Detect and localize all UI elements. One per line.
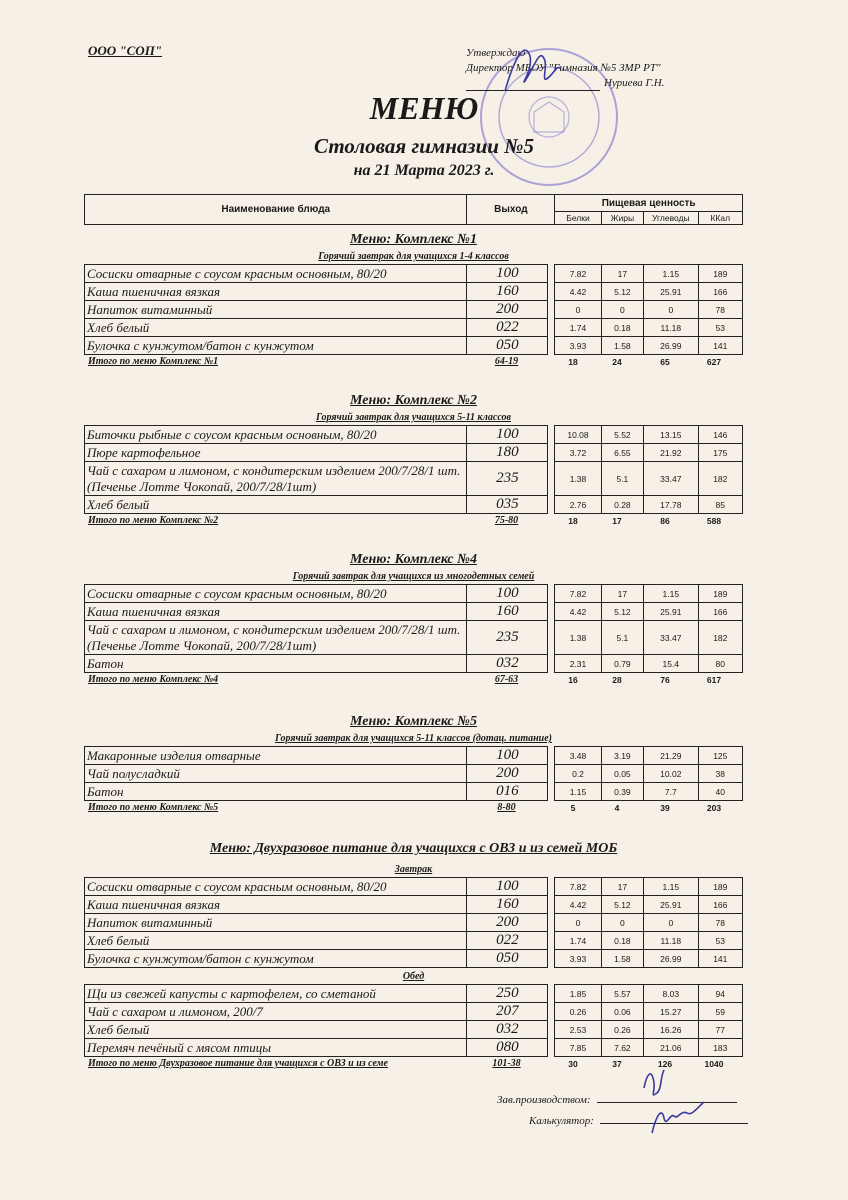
- total-name: Итого по меню Комплекс №2: [88, 515, 219, 526]
- dish-protein: 1.38: [555, 462, 601, 496]
- calculator-label: Калькулятор:: [529, 1115, 594, 1127]
- dish-carbs: 15.27: [644, 1003, 698, 1021]
- dish-fat: 0.28: [601, 496, 643, 514]
- total-carbs: 76: [660, 674, 670, 685]
- dish-name: Чай с сахаром и лимоном, с кондитерским изделием 200/7/28/1 шт. (Печенье Лотте Чокопай, 200/7/28/1шт): [85, 462, 467, 496]
- column-gap: [548, 765, 555, 783]
- header-kcal: ККал: [698, 212, 742, 225]
- total-row: [84, 355, 743, 368]
- lunch-title: Обед: [402, 971, 425, 982]
- dish-yield: 022: [467, 932, 548, 950]
- menu-section: [84, 232, 743, 368]
- dish-protein: 1.85: [555, 985, 601, 1003]
- total-row: [84, 514, 743, 527]
- dish-row: [85, 655, 743, 673]
- dish-name: Хлеб белый: [85, 932, 467, 950]
- total-yield: 101-38: [492, 1058, 521, 1069]
- column-gap: [548, 1021, 555, 1039]
- menu-section: [84, 552, 743, 686]
- dish-protein: 7.85: [555, 1039, 601, 1057]
- total-yield: 67-63: [494, 674, 519, 685]
- handwritten-signature-icon: [632, 1058, 722, 1148]
- dish-protein: 1.74: [555, 932, 601, 950]
- total-protein: 18: [568, 515, 578, 526]
- dish-yield: 032: [467, 1021, 548, 1039]
- dish-fat: 5.1: [601, 621, 643, 655]
- dish-carbs: 26.99: [644, 950, 698, 968]
- dish-name: Биточки рыбные с соусом красным основным, 80/20: [85, 426, 467, 444]
- dish-yield: 022: [467, 319, 548, 337]
- dish-kcal: 166: [698, 603, 742, 621]
- dish-protein: 7.82: [555, 878, 601, 896]
- dish-row: [85, 462, 743, 496]
- dish-carbs: 11.18: [644, 932, 698, 950]
- dish-carbs: 11.18: [644, 319, 698, 337]
- dish-kcal: 182: [698, 462, 742, 496]
- dish-carbs: 1.15: [644, 265, 698, 283]
- dish-carbs: 15.4: [644, 655, 698, 673]
- dish-name: Чай с сахаром и лимоном, с кондитерским изделием 200/7/28/1 шт. (Печенье Лотте Чокопай, 200/7/28/1шт): [85, 621, 467, 655]
- dish-fat: 5.57: [601, 985, 643, 1003]
- dish-yield: 250: [467, 985, 548, 1003]
- dish-fat: 0.06: [601, 1003, 643, 1021]
- column-gap: [548, 283, 555, 301]
- dish-fat: 1.58: [601, 950, 643, 968]
- dish-row: [85, 783, 743, 801]
- dishes-table: [84, 584, 743, 673]
- total-name: Итого по меню Комплекс №4: [88, 674, 219, 685]
- column-gap: [548, 621, 555, 655]
- total-carbs: 126: [657, 1058, 673, 1069]
- dish-yield: 235: [467, 462, 548, 496]
- dish-fat: 0: [601, 301, 643, 319]
- dish-name: Каша пшеничная вязкая: [85, 896, 467, 914]
- column-gap: [548, 896, 555, 914]
- dishes-table: [84, 877, 743, 968]
- total-name: Итого по меню Комплекс №5: [88, 802, 219, 813]
- column-gap: [548, 585, 555, 603]
- section-title: Меню: Комплекс №1: [350, 232, 477, 247]
- column-gap: [548, 747, 555, 765]
- dish-name: Хлеб белый: [85, 319, 467, 337]
- dish-kcal: 175: [698, 444, 742, 462]
- dish-name: Батон: [85, 783, 467, 801]
- total-protein: 5: [570, 802, 576, 813]
- dish-fat: 3.19: [601, 747, 643, 765]
- section-title: Меню: Двухразовое питание для учащихся с ОВЗ и из семей МОБ: [209, 841, 618, 856]
- dish-protein: 2.76: [555, 496, 601, 514]
- column-gap: [548, 878, 555, 896]
- total-yield: 75-80: [494, 515, 519, 526]
- dish-yield: 080: [467, 1039, 548, 1057]
- dish-row: [85, 621, 743, 655]
- total-protein: 16: [568, 674, 578, 685]
- dish-kcal: 40: [698, 783, 742, 801]
- menu-section: [84, 393, 743, 527]
- dish-fat: 0.79: [601, 655, 643, 673]
- dish-row: [85, 1003, 743, 1021]
- dish-name: Сосиски отварные с соусом красным основным, 80/20: [85, 585, 467, 603]
- dish-yield: 035: [467, 496, 548, 514]
- dish-carbs: 21.29: [644, 747, 698, 765]
- dish-carbs: 33.47: [644, 621, 698, 655]
- dish-yield: 100: [467, 265, 548, 283]
- total-fat: 28: [612, 674, 622, 685]
- header-fat: Жиры: [601, 212, 643, 225]
- dish-yield: 200: [467, 914, 548, 932]
- dish-protein: 1.38: [555, 621, 601, 655]
- column-gap: [548, 337, 555, 355]
- dish-protein: 0.26: [555, 1003, 601, 1021]
- total-fat: 37: [612, 1058, 622, 1069]
- dish-carbs: 26.99: [644, 337, 698, 355]
- dish-carbs: 7.7: [644, 783, 698, 801]
- total-row: [84, 801, 743, 814]
- header-yield: Выход: [467, 195, 555, 225]
- dish-protein: 3.93: [555, 950, 601, 968]
- dish-fat: 17: [601, 878, 643, 896]
- dish-row: [85, 878, 743, 896]
- column-gap: [548, 603, 555, 621]
- dish-carbs: 21.92: [644, 444, 698, 462]
- dish-yield: 100: [467, 878, 548, 896]
- dish-fat: 5.52: [601, 426, 643, 444]
- total-row: [84, 673, 743, 686]
- dish-kcal: 141: [698, 950, 742, 968]
- dish-row: [85, 301, 743, 319]
- dish-row: [85, 985, 743, 1003]
- section-subtitle: Горячий завтрак для учащихся из многодетных семей: [292, 571, 535, 582]
- dish-kcal: 166: [698, 283, 742, 301]
- dish-yield: 100: [467, 747, 548, 765]
- dish-name: Сосиски отварные с соусом красным основным, 80/20: [85, 878, 467, 896]
- dish-fat: 5.12: [601, 896, 643, 914]
- dish-kcal: 141: [698, 337, 742, 355]
- dish-kcal: 77: [698, 1021, 742, 1039]
- dish-fat: 0.26: [601, 1021, 643, 1039]
- dish-row: [85, 1039, 743, 1057]
- organization-name: ООО "СОП": [88, 43, 163, 58]
- dish-protein: 4.42: [555, 283, 601, 301]
- dish-kcal: 94: [698, 985, 742, 1003]
- dish-kcal: 53: [698, 319, 742, 337]
- total-kcal: 588: [706, 515, 722, 526]
- dish-fat: 17: [601, 265, 643, 283]
- dish-carbs: 1.15: [644, 585, 698, 603]
- column-gap: [548, 444, 555, 462]
- dish-yield: 160: [467, 603, 548, 621]
- dish-fat: 7.62: [601, 1039, 643, 1057]
- dish-row: [85, 1021, 743, 1039]
- dish-protein: 4.42: [555, 896, 601, 914]
- dish-yield: 235: [467, 621, 548, 655]
- dish-yield: 100: [467, 585, 548, 603]
- column-gap: [548, 496, 555, 514]
- column-gap: [548, 1039, 555, 1057]
- dish-carbs: 17.78: [644, 496, 698, 514]
- page-title: МЕНЮ: [369, 90, 479, 126]
- dish-carbs: 16.26: [644, 1021, 698, 1039]
- approval-line-1: Утверждаю: [466, 47, 526, 59]
- total-carbs: 86: [660, 515, 670, 526]
- total-carbs: 65: [660, 356, 670, 367]
- dish-fat: 5.1: [601, 462, 643, 496]
- dish-protein: 0.2: [555, 765, 601, 783]
- section-subtitle: Горячий завтрак для учащихся 5-11 классов (дотац. питание): [275, 733, 552, 744]
- dish-kcal: 189: [698, 878, 742, 896]
- dish-fat: 5.12: [601, 603, 643, 621]
- dish-name: Сосиски отварные с соусом красным основным, 80/20: [85, 265, 467, 283]
- dish-name: Чай полусладкий: [85, 765, 467, 783]
- header-protein: Белки: [555, 212, 601, 225]
- dish-yield: 050: [467, 337, 548, 355]
- dish-yield: 016: [467, 783, 548, 801]
- dish-name: Булочка с кунжутом/батон с кунжутом: [85, 950, 467, 968]
- dish-row: [85, 319, 743, 337]
- section-subtitle: Горячий завтрак для учащихся 5-11 классов: [315, 412, 512, 423]
- dish-protein: 0: [555, 914, 601, 932]
- dish-name: Напиток витаминный: [85, 914, 467, 932]
- dish-kcal: 38: [698, 765, 742, 783]
- dish-kcal: 53: [698, 932, 742, 950]
- dish-yield: 050: [467, 950, 548, 968]
- section-subtitle: Горячий завтрак для учащихся 1-4 классов: [318, 251, 509, 262]
- dish-name: Булочка с кунжутом/батон с кунжутом: [85, 337, 467, 355]
- total-fat: 24: [612, 356, 622, 367]
- dish-yield: 200: [467, 765, 548, 783]
- dish-row: [85, 932, 743, 950]
- dish-name: Каша пшеничная вязкая: [85, 603, 467, 621]
- dish-yield: 032: [467, 655, 548, 673]
- dish-protein: 3.48: [555, 747, 601, 765]
- column-gap: [548, 1003, 555, 1021]
- dish-name: Пюре картофельное: [85, 444, 467, 462]
- dish-fat: 0.39: [601, 783, 643, 801]
- dish-name: Хлеб белый: [85, 496, 467, 514]
- dish-protein: 2.53: [555, 1021, 601, 1039]
- dish-fat: 6.55: [601, 444, 643, 462]
- total-kcal: 627: [706, 356, 722, 367]
- dish-protein: 0: [555, 301, 601, 319]
- total-yield: 64-19: [494, 356, 519, 367]
- column-gap: [548, 783, 555, 801]
- total-kcal: 617: [706, 674, 722, 685]
- ovz-section: [84, 841, 743, 1070]
- dish-carbs: 10.02: [644, 765, 698, 783]
- dish-kcal: 78: [698, 301, 742, 319]
- dish-fat: 5.12: [601, 283, 643, 301]
- dish-carbs: 25.91: [644, 896, 698, 914]
- column-gap: [548, 985, 555, 1003]
- total-fat: 17: [612, 515, 622, 526]
- dish-carbs: 8.03: [644, 985, 698, 1003]
- total-name: Итого по меню Двухразовое питание для учащихся с ОВЗ и из семе: [88, 1058, 388, 1069]
- dish-protein: 1.15: [555, 783, 601, 801]
- dish-name: Напиток витаминный: [85, 301, 467, 319]
- dish-kcal: 182: [698, 621, 742, 655]
- dish-kcal: 189: [698, 265, 742, 283]
- dish-carbs: 13.15: [644, 426, 698, 444]
- header-carbs: Углеводы: [644, 212, 698, 225]
- total-kcal: 1040: [704, 1058, 724, 1069]
- dishes-table: [84, 746, 743, 801]
- dish-yield: 200: [467, 301, 548, 319]
- dishes-table: [84, 264, 743, 355]
- section-title: Меню: Комплекс №2: [350, 393, 477, 408]
- column-gap: [548, 950, 555, 968]
- dish-carbs: 25.91: [644, 603, 698, 621]
- dish-row: [85, 747, 743, 765]
- dish-row: [85, 765, 743, 783]
- dish-carbs: 0: [644, 914, 698, 932]
- dish-row: [85, 585, 743, 603]
- dish-yield: 100: [467, 426, 548, 444]
- dish-kcal: 78: [698, 914, 742, 932]
- dish-name: Каша пшеничная вязкая: [85, 283, 467, 301]
- manager-label: Зав.производством:: [497, 1094, 591, 1106]
- approval-line-3: Нуриева Г.Н.: [604, 77, 665, 89]
- dish-name: Хлеб белый: [85, 1021, 467, 1039]
- dish-kcal: 125: [698, 747, 742, 765]
- column-gap: [548, 426, 555, 444]
- table-header: [84, 194, 743, 225]
- dishes-table: [84, 425, 743, 514]
- total-protein: 30: [568, 1058, 578, 1069]
- dish-protein: 3.93: [555, 337, 601, 355]
- dish-yield: 180: [467, 444, 548, 462]
- section-title: Меню: Комплекс №5: [350, 714, 477, 729]
- dish-yield: 160: [467, 283, 548, 301]
- column-gap: [548, 265, 555, 283]
- dish-row: [85, 896, 743, 914]
- dish-carbs: 33.47: [644, 462, 698, 496]
- dish-yield: 207: [467, 1003, 548, 1021]
- column-gap: [548, 301, 555, 319]
- total-kcal: 203: [706, 802, 722, 813]
- dish-protein: 1.74: [555, 319, 601, 337]
- column-gap: [548, 932, 555, 950]
- dish-kcal: 183: [698, 1039, 742, 1057]
- dish-row: [85, 337, 743, 355]
- dish-fat: 1.58: [601, 337, 643, 355]
- dish-kcal: 189: [698, 585, 742, 603]
- dishes-table: [84, 984, 743, 1057]
- dish-protein: 10.08: [555, 426, 601, 444]
- dish-row: [85, 914, 743, 932]
- dish-row: [85, 283, 743, 301]
- dish-row: [85, 950, 743, 968]
- dish-name: Перемяч печёный с мясом птицы: [85, 1039, 467, 1057]
- dish-name: Чай с сахаром и лимоном, 200/7: [85, 1003, 467, 1021]
- breakfast-title: Завтрак: [394, 864, 433, 875]
- menu-date: на 21 Марта 2023 г.: [353, 162, 495, 179]
- dish-protein: 7.82: [555, 585, 601, 603]
- dish-protein: 2.31: [555, 655, 601, 673]
- dish-kcal: 85: [698, 496, 742, 514]
- dish-kcal: 146: [698, 426, 742, 444]
- total-protein: 18: [568, 356, 578, 367]
- dish-protein: 4.42: [555, 603, 601, 621]
- header-name: Наименование блюда: [85, 195, 467, 225]
- page-subtitle: Столовая гимназии №5: [314, 134, 534, 158]
- menu-section: [84, 714, 743, 814]
- dish-name: Батон: [85, 655, 467, 673]
- total-carbs: 39: [660, 802, 670, 813]
- dish-carbs: 1.15: [644, 878, 698, 896]
- column-gap: [548, 655, 555, 673]
- total-yield: 8-80: [497, 802, 516, 813]
- dish-row: [85, 603, 743, 621]
- dish-fat: 0.18: [601, 932, 643, 950]
- dish-fat: 0.05: [601, 765, 643, 783]
- total-fat: 4: [614, 802, 620, 813]
- dish-protein: 3.72: [555, 444, 601, 462]
- column-gap: [548, 914, 555, 932]
- dish-carbs: 25.91: [644, 283, 698, 301]
- header-nutrition: Пищевая ценность: [555, 195, 743, 212]
- dish-protein: 7.82: [555, 265, 601, 283]
- dish-kcal: 166: [698, 896, 742, 914]
- dish-carbs: 0: [644, 301, 698, 319]
- column-gap: [548, 462, 555, 496]
- section-title: Меню: Комплекс №4: [350, 552, 477, 567]
- column-gap: [548, 319, 555, 337]
- dish-kcal: 80: [698, 655, 742, 673]
- dish-row: [85, 265, 743, 283]
- dish-carbs: 21.06: [644, 1039, 698, 1057]
- dish-name: Макаронные изделия отварные: [85, 747, 467, 765]
- dish-kcal: 59: [698, 1003, 742, 1021]
- total-name: Итого по меню Комплекс №1: [88, 356, 219, 367]
- dish-fat: 17: [601, 585, 643, 603]
- dish-yield: 160: [467, 896, 548, 914]
- approval-line-2: Директор МБОУ "Гимназия №5 ЗМР РТ": [466, 62, 661, 74]
- dish-fat: 0: [601, 914, 643, 932]
- dish-fat: 0.18: [601, 319, 643, 337]
- dish-row: [85, 444, 743, 462]
- dish-row: [85, 426, 743, 444]
- dish-row: [85, 496, 743, 514]
- dish-name: Щи из свежей капусты с картофелем, со сметаной: [85, 985, 467, 1003]
